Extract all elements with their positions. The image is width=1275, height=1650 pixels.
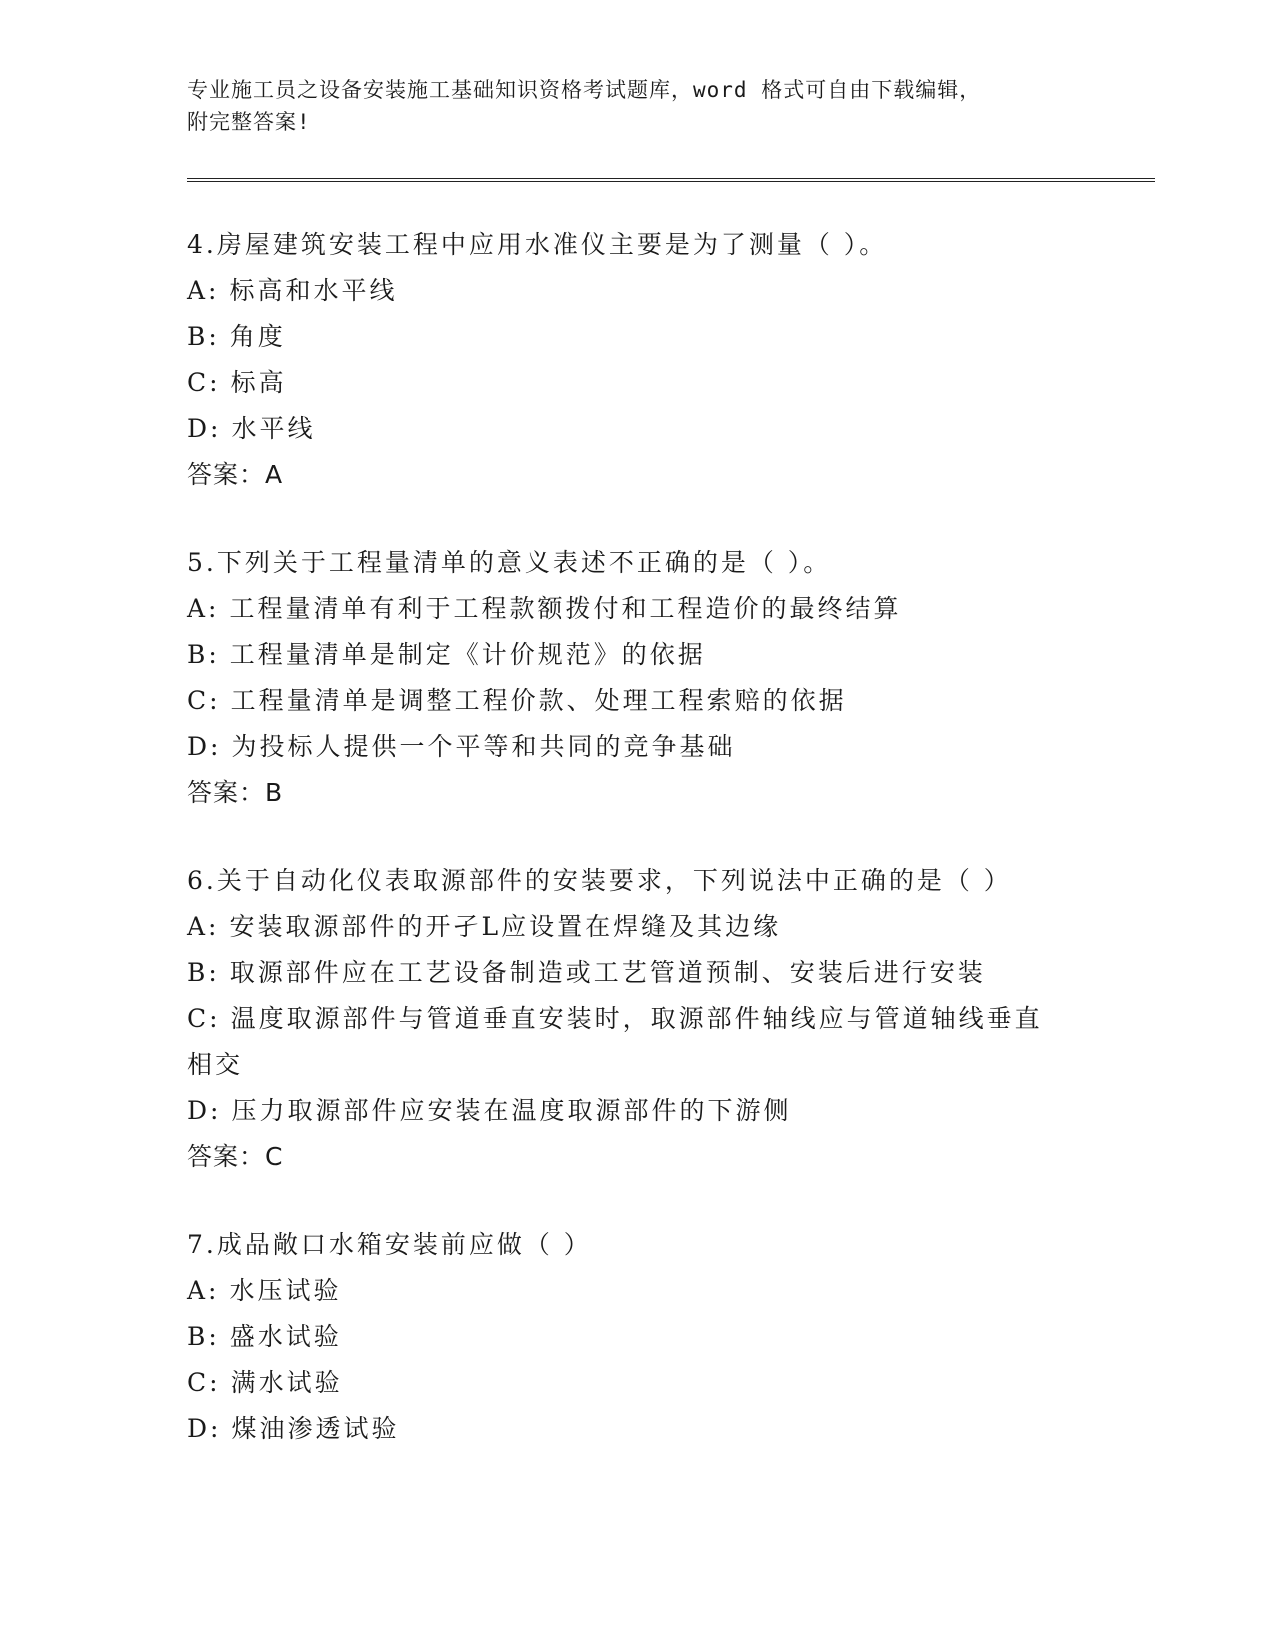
option-text: 标高 — [230, 368, 287, 397]
option-c-continuation: 相交 — [187, 1050, 244, 1079]
option-text: 安装取源部件的开孑L应设置在焊缝及其边缘 — [229, 912, 782, 941]
option-text: 盛水试验 — [229, 1322, 342, 1351]
option-label: B: — [187, 322, 220, 351]
option-c — [187, 678, 1087, 724]
question-stem: 6.关于自动化仪表取源部件的安装要求，下列说法中正确的是（ ） — [187, 866, 1012, 895]
option-text: 工程量清单是制定《计价规范》的依据 — [229, 640, 706, 669]
option-text: 煤油渗透试验 — [231, 1414, 400, 1443]
option-label: C: — [187, 1004, 221, 1033]
option-b — [187, 632, 1087, 678]
answer-line: 答案：A — [187, 460, 284, 489]
header-line-2: 附完整答案! — [187, 110, 311, 134]
option-label: C: — [187, 1368, 221, 1397]
option-c — [187, 360, 1087, 406]
option-text: 标高和水平线 — [229, 276, 398, 305]
option-label: A: — [187, 276, 220, 305]
question-stem: 5.下列关于工程量清单的意义表述不正确的是（ ）。 — [187, 548, 832, 577]
question-6 — [187, 858, 1087, 1180]
option-label: B: — [187, 958, 220, 987]
question-5 — [187, 540, 1087, 816]
option-label: B: — [187, 640, 220, 669]
option-b — [187, 314, 1087, 360]
option-a — [187, 1268, 1087, 1314]
option-b — [187, 1314, 1087, 1360]
option-c — [187, 996, 1087, 1042]
option-text: 角度 — [229, 322, 286, 351]
option-a — [187, 586, 1087, 632]
option-a — [187, 904, 1087, 950]
question-stem: 7.成品敞口水箱安装前应做（ ） — [187, 1230, 592, 1259]
option-text: 取源部件应在工艺设备制造或工艺管道预制、安装后进行安装 — [229, 958, 986, 987]
document-header — [187, 74, 1067, 138]
option-label: B: — [187, 1322, 220, 1351]
option-d — [187, 724, 1087, 770]
option-label: A: — [187, 594, 220, 623]
option-d — [187, 406, 1087, 452]
option-text: 满水试验 — [230, 1368, 343, 1397]
question-7 — [187, 1222, 1087, 1452]
option-label: D: — [187, 414, 222, 443]
option-b — [187, 950, 1087, 996]
option-label: C: — [187, 368, 221, 397]
option-text: 水压试验 — [229, 1276, 342, 1305]
option-d — [187, 1406, 1087, 1452]
question-stem: 4.房屋建筑安装工程中应用水准仪主要是为了测量（ ）。 — [187, 230, 888, 259]
option-d — [187, 1088, 1087, 1134]
option-label: C: — [187, 686, 221, 715]
option-label: A: — [187, 912, 220, 941]
option-label: D: — [187, 1096, 222, 1125]
option-text: 工程量清单有利于工程款额拨付和工程造价的最终结算 — [229, 594, 902, 623]
option-label: D: — [187, 732, 222, 761]
option-text: 工程量清单是调整工程价款、处理工程索赔的依据 — [230, 686, 847, 715]
option-label: A: — [187, 1276, 220, 1305]
option-text: 为投标人提供一个平等和共同的竞争基础 — [231, 732, 736, 761]
answer-line: 答案：B — [187, 778, 284, 807]
option-c — [187, 1360, 1087, 1406]
header-line-1: 专业施工员之设备安装施工基础知识资格考试题库，word 格式可自由下载编辑， — [187, 78, 982, 102]
answer-line: 答案：C — [187, 1142, 284, 1171]
option-text: 压力取源部件应安装在温度取源部件的下游侧 — [231, 1096, 792, 1125]
option-label: D: — [187, 1414, 222, 1443]
option-text: 温度取源部件与管道垂直安装时，取源部件轴线应与管道轴线垂直 — [230, 1004, 1043, 1033]
header-divider — [187, 178, 1155, 182]
option-a — [187, 268, 1087, 314]
option-text: 水平线 — [231, 414, 316, 443]
question-4 — [187, 222, 1087, 498]
